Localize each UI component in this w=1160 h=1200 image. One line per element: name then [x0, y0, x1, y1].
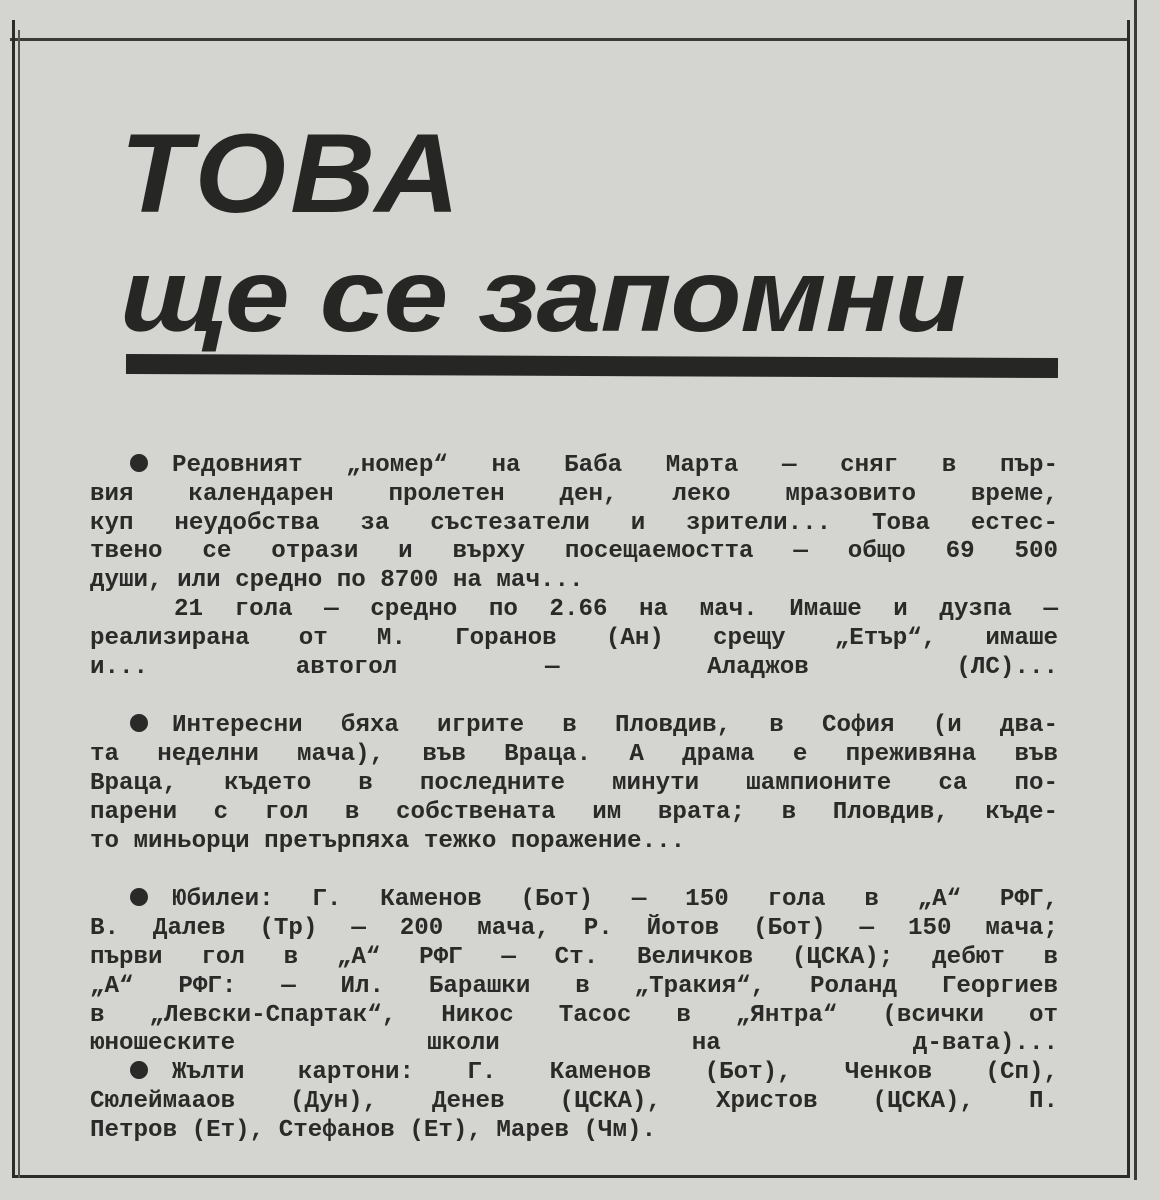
text-line: Интересни бяха игрите в Пловдив, в София (и два-: [172, 712, 1058, 740]
text-line: Жълти картони: Г. Каменов (Бот), Ченков (Сп),: [172, 1059, 1058, 1087]
text-line: Враца, където в последните минути шампионите са по-: [90, 769, 1058, 797]
text-line: твено се отрази и върху посещаемостта — общо 69 500: [90, 538, 1058, 566]
headline-line-2: ще се запомни: [120, 238, 965, 354]
paragraph-weather: [90, 452, 1058, 596]
right-border-rule: [1134, 0, 1137, 1180]
paragraph-jubilees: [90, 886, 1058, 1059]
paragraph-goals: [90, 596, 1058, 682]
bullet-icon: [130, 714, 148, 732]
text-line: в „Левски-Спартак“, Никос Тасос в „Янтра“ (всички от: [90, 1001, 1058, 1029]
text-line: то миньорци претърпяха тежко поражение...: [90, 827, 686, 855]
headline-underline: [126, 354, 1058, 378]
text-line: та неделни мача), във Враца. А драма е преживяна във: [90, 741, 1058, 769]
text-line: Петров (Ет), Стефанов (Ет), Марев (Чм).: [90, 1116, 657, 1144]
bullet-icon: [130, 1061, 148, 1079]
headline: [120, 111, 1080, 354]
text-line: вия календарен пролетен ден, леко мразовито време,: [90, 480, 1058, 508]
article-body: [90, 452, 1058, 1146]
bullet-icon: [130, 888, 148, 906]
text-line: Юбилеи: Г. Каменов (Бот) — 150 гола в „А“ РФГ,: [172, 886, 1058, 914]
text-line: парени с гол в собствената им врата; в Пловдив, къде-: [90, 798, 1058, 826]
headline-line-1: ТОВА: [120, 111, 464, 236]
text-line: и... автогол — Аладжов (ЛС)...: [90, 653, 1058, 681]
text-line: куп неудобства за състезатели и зрители... Това естес-: [90, 509, 1058, 537]
text-line: първи гол в „А“ РФГ — Ст. Величков (ЦСКА); дебют в: [90, 943, 1058, 971]
text-line: В. Далев (Тр) — 200 мача, Р. Йотов (Бот) — 150 мача;: [90, 915, 1058, 943]
text-line: 21 гола — средно по 2.66 на мач. Имаше и дузпа —: [174, 595, 1058, 623]
bullet-icon: [130, 454, 148, 472]
text-line: юношеските школи на д-вата)...: [90, 1030, 1058, 1058]
text-line: реализирана от М. Горанов (Ан) срещу „Етър“, имаше: [90, 624, 1058, 652]
text-line: души, или средно по 8700 на мач...: [90, 567, 584, 595]
paragraph-yellow-cards: [90, 1059, 1058, 1145]
text-line: „А“ РФГ: — Ил. Барашки в „Тракия“, Роланд Георгиев: [90, 972, 1058, 1000]
text-line: Сюлеймаaов (Дун), Денев (ЦСКА), Христов (ЦСКА), П.: [90, 1087, 1058, 1115]
paragraph-matches: [90, 712, 1058, 856]
text-line: Редовният „номер“ на Баба Марта — сняг в пър-: [172, 452, 1058, 479]
